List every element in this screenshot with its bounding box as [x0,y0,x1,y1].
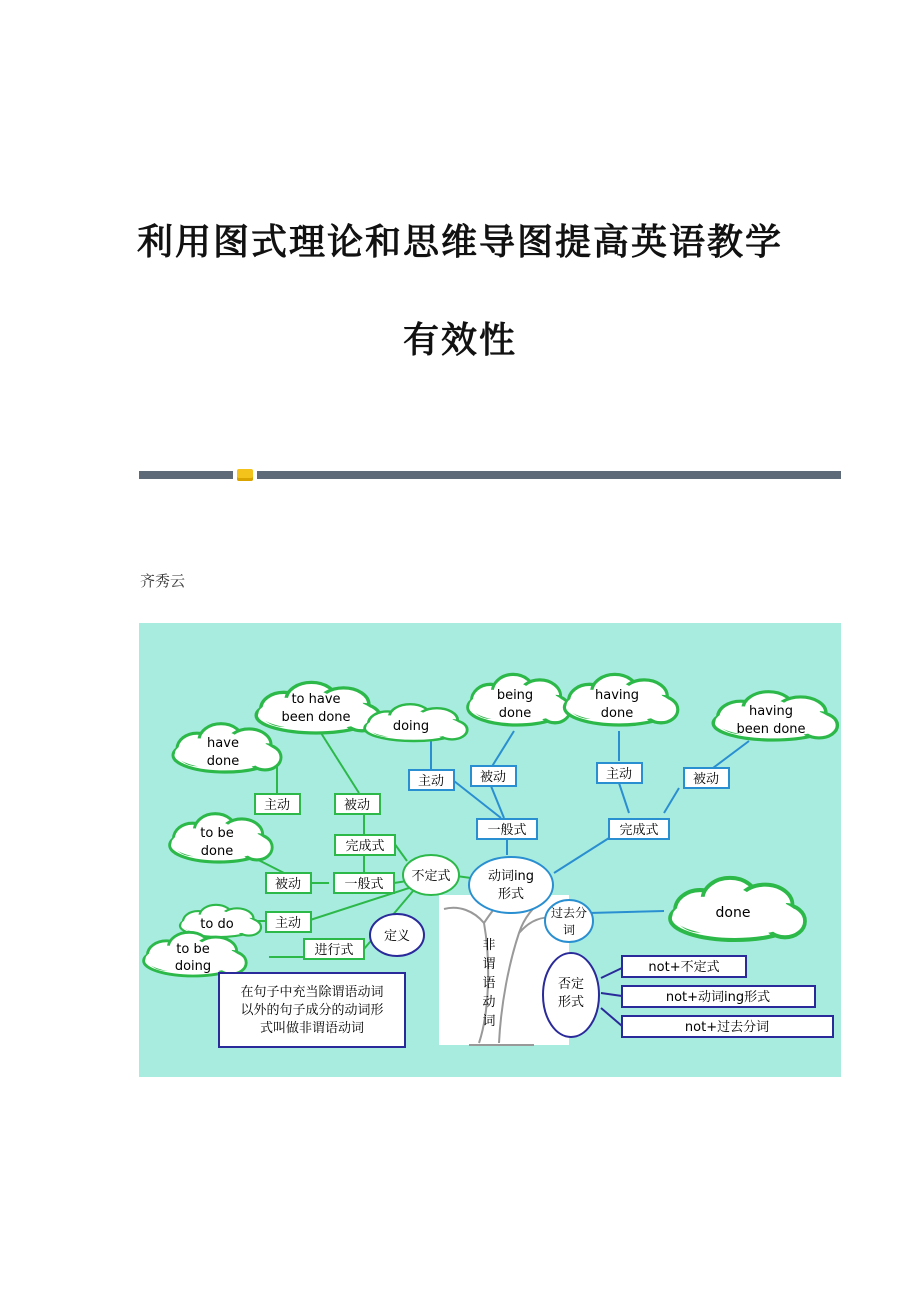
cloud-having-done [564,674,677,725]
svg-text:been done: been done [281,710,351,725]
svg-text:done: done [600,706,634,721]
svg-text:been done: been done [736,722,806,737]
svg-text:having: having [748,704,794,719]
trunk-char-3: 语 [482,976,496,991]
svg-text:to do: to do [200,917,234,932]
svg-text:have: have [207,736,239,751]
cloud-to-be-done [170,814,273,862]
svg-text:being: being [496,688,534,703]
cloud-to-be-doing [144,932,247,976]
box-passive-inf: 被动 [343,798,371,813]
box-simple-inf: 一般式 [344,877,384,892]
oval-infinitive [403,855,459,895]
svg-text:词: 词 [562,923,576,937]
cloud-to-have-been-done [256,682,380,733]
infinitive-box-labels [264,797,385,958]
box-active-inf2: 主动 [274,916,302,931]
svg-text:以外的句子成分的动词形: 以外的句子成分的动词形 [240,1003,384,1018]
cloud-having-been-done [713,692,837,740]
header-rule-mark-icon [237,469,253,481]
tree-label [482,937,495,1029]
svg-text:动词ing: 动词ing [487,869,535,884]
trunk-char-4: 动 [482,995,496,1010]
svg-text:to be: to be [176,942,210,957]
svg-text:不定式: 不定式 [411,869,451,884]
trunk-char-2: 谓 [482,957,496,972]
negative-ing: not+动词ing形式 [665,990,771,1005]
negative-infinitive: not+不定式 [648,960,720,975]
box-passive-ing: 被动 [479,770,507,785]
svg-text:式叫做非谓语动词: 式叫做非谓语动词 [259,1021,365,1036]
svg-text:形式: 形式 [557,995,585,1010]
negative-participle: not+过去分词 [684,1020,770,1035]
author-name: 齐秀云 [140,572,186,590]
trunk-char-5: 词 [482,1014,496,1029]
svg-text:形式: 形式 [497,887,525,902]
svg-text:done: done [715,905,751,921]
definition-box [219,973,405,1047]
box-passive-ing2: 被动 [692,772,720,787]
document-title-line-1: 利用图式理论和思维导图提高英语教学 [136,221,783,263]
svg-text:doing: doing [392,719,430,734]
ing-box-labels [418,766,719,838]
box-active-ing2: 主动 [605,767,633,782]
negative-connectors [601,968,622,1026]
svg-text:定义: 定义 [383,929,411,944]
svg-text:having: having [594,688,640,703]
box-simple-ing: 一般式 [487,823,527,838]
svg-text:在句子中充当除谓语动词: 在句子中充当除谓语动词 [240,985,384,1000]
cloud-have-done [173,724,281,772]
oval-ing-form [469,857,553,913]
box-perfect-ing: 完成式 [619,823,659,838]
svg-text:否定: 否定 [557,977,585,992]
ing-boxes [409,763,729,839]
svg-text:done: done [200,844,234,859]
svg-text:done: done [498,706,532,721]
svg-text:done: done [206,754,240,769]
svg-text:to have: to have [291,692,341,707]
box-progressive-inf: 进行式 [314,943,354,958]
oval-definition [370,914,424,956]
cloud-done [670,878,805,940]
trunk-char-1: 非 [482,938,496,953]
box-passive-inf2: 被动 [274,877,302,892]
oval-negative [543,953,599,1037]
mind-map-svg [139,623,841,1077]
svg-text:doing: doing [174,959,212,974]
box-perfect-inf: 完成式 [345,839,385,854]
cloud-being-done [468,674,571,725]
box-active-inf: 主动 [263,798,291,813]
cloud-doing [365,704,468,741]
oval-past-participle [545,900,593,942]
box-active-ing: 主动 [417,774,445,789]
header-rule-left [139,471,233,479]
header-rule-right [257,471,841,479]
mind-map-figure [139,623,841,1077]
svg-text:to be: to be [200,826,234,841]
svg-text:过去分: 过去分 [550,906,588,920]
document-title-line-2: 有效性 [402,319,517,361]
